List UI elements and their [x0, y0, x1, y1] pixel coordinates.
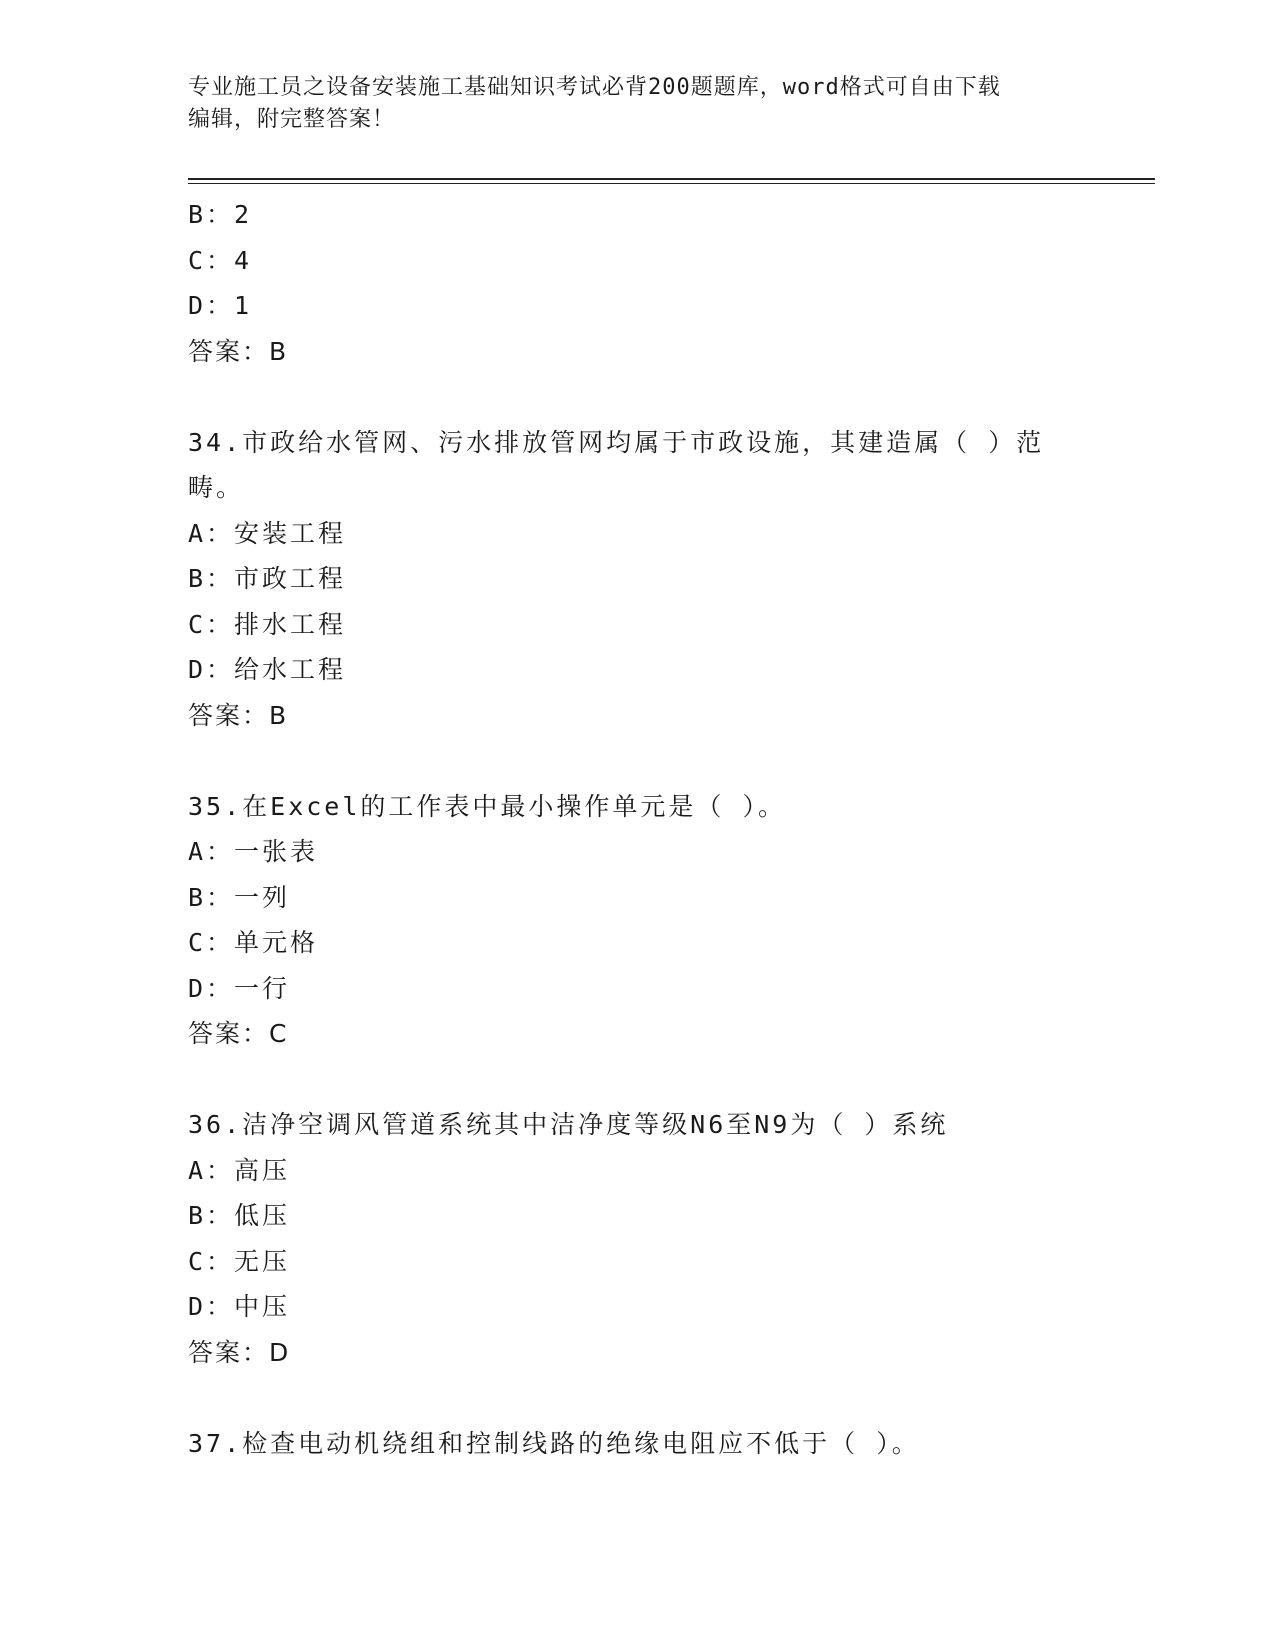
option-d: D：1 — [188, 291, 253, 320]
header-line-1: 专业施工员之设备安装施工基础知识考试必背200题题库，word格式可自由下载 — [188, 75, 1001, 100]
question-36 — [188, 1102, 1088, 1375]
document-body — [188, 192, 1088, 1466]
option-d: D：给水工程 — [188, 655, 347, 684]
question-title: 34.市政给水管网、污水排放管网均属于市政设施，其建造属（ ）范 — [188, 427, 1045, 457]
option-b: B：2 — [188, 200, 253, 229]
option-a: A：一张表 — [188, 837, 319, 866]
option-a: A：安装工程 — [188, 518, 347, 548]
question-title-continued: 畴。 — [188, 473, 245, 502]
option-d: D：一行 — [188, 973, 291, 1003]
option-b: B：市政工程 — [188, 564, 347, 593]
spacer — [188, 374, 1088, 420]
page-header — [188, 72, 1088, 136]
question-title: 35.在Excel的工作表中最小操作单元是（ ）。 — [188, 791, 786, 821]
question-37 — [188, 1421, 1088, 1467]
answer-line: 答案：D — [188, 1337, 291, 1367]
header-divider — [188, 178, 1155, 184]
question-35 — [188, 784, 1088, 1057]
header-line-2: 编辑，附完整答案！ — [188, 107, 396, 132]
previous-question-tail — [188, 192, 1088, 374]
answer-line: 答案：B — [188, 336, 289, 366]
option-b: B：一列 — [188, 882, 291, 912]
answer-line: 答案：C — [188, 1019, 289, 1048]
question-title: 36.洁净空调风管道系统其中洁净度等级N6至N9为（ ）系统 — [188, 1110, 949, 1139]
spacer — [188, 1375, 1088, 1421]
option-c: C：无压 — [188, 1246, 291, 1276]
option-c: C：4 — [188, 245, 253, 275]
answer-line: 答案：B — [188, 700, 289, 730]
question-34 — [188, 420, 1088, 739]
option-d: D：中压 — [188, 1292, 291, 1321]
spacer — [188, 738, 1088, 784]
option-a: A：高压 — [188, 1155, 291, 1185]
option-b: B：低压 — [188, 1201, 291, 1230]
spacer — [188, 1057, 1088, 1103]
question-title: 37.检查电动机绕组和控制线路的绝缘电阻应不低于（ ）。 — [188, 1428, 920, 1458]
option-c: C：单元格 — [188, 928, 319, 957]
option-c: C：排水工程 — [188, 609, 347, 639]
